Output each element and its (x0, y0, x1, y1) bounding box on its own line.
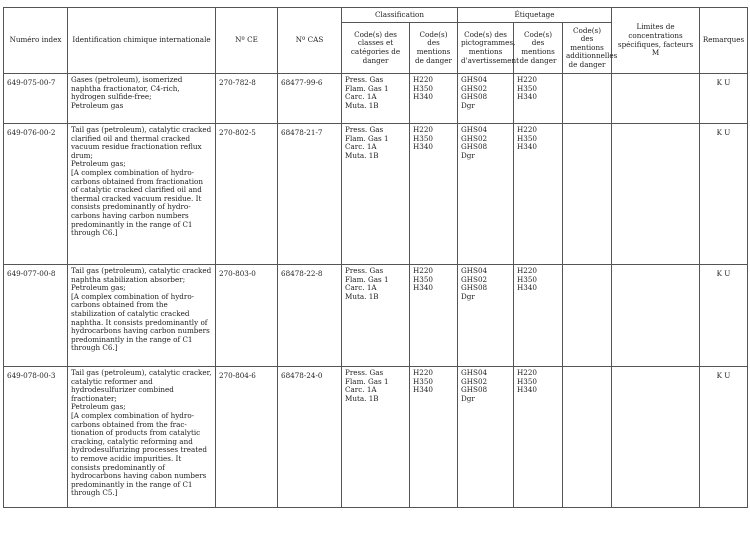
cell-line: Muta. 1B (345, 393, 379, 403)
cell-line: GHS02 (461, 133, 488, 143)
pictogram-cell (458, 124, 514, 265)
cell-line: GHS08 (461, 385, 488, 395)
cell-line: Muta. 1B (345, 100, 379, 110)
cell-line: Tail gas (petroleum), catalytic cracked naphtha stabilization absorber; (71, 266, 212, 284)
hazard-class-cell (342, 367, 410, 508)
pictogram-cell (458, 367, 514, 508)
cell-line: GHS04 (461, 368, 488, 377)
concentration-limits-cell (612, 124, 700, 265)
cell-line: Press. Gas (345, 266, 384, 275)
hazard-statement-labelling-cell (514, 74, 563, 124)
cas-number-cell: 68478-21-7 (278, 124, 342, 265)
cell-line: Muta. 1B (345, 291, 379, 301)
header-labelling: Étiquetage (458, 8, 612, 23)
cell-line: H350 (413, 376, 433, 386)
header-cas-no: Nº CAS (278, 8, 342, 74)
cell-line: H220 (413, 368, 433, 377)
cell-line: H350 (517, 133, 538, 143)
table-row (4, 74, 748, 124)
hazard-statement-classification-cell (410, 74, 458, 124)
cell-line: GHS02 (461, 274, 488, 284)
cas-number-cell: 68478-22-8 (278, 265, 342, 367)
cell-line: Petroleum gas; (71, 159, 126, 169)
pictogram-cell (458, 74, 514, 124)
cell-line: H340 (413, 283, 433, 293)
cell-line: H350 (517, 376, 538, 386)
hazard-statement-classification-cell (410, 124, 458, 265)
index-number-cell: 649-075-00-7 (4, 74, 68, 124)
cell-line: Flam. Gas 1 (345, 376, 389, 386)
cell-line: GHS04 (461, 75, 488, 84)
cell-line: H220 (517, 125, 538, 134)
hazard-statement-labelling-cell (514, 124, 563, 265)
index-number-cell: 649-077-00-8 (4, 265, 68, 367)
header-hazard-class: Code(s) des classes et catégories de danger (342, 23, 410, 74)
ec-number-cell: 270-782-8 (216, 74, 278, 124)
cell-line: Petroleum gas (71, 100, 124, 110)
table-row (4, 124, 748, 265)
cell-line: GHS08 (461, 142, 488, 152)
supplemental-hazard-cell (563, 124, 612, 265)
chemical-identification-cell (68, 265, 216, 367)
chemical-identification-cell (68, 74, 216, 124)
notes-cell: K U (700, 367, 748, 508)
header-pictogram: Code(s) des pictogrammes, mentions d'avertissement (458, 23, 514, 74)
cell-line: Tail gas (petroleum), catalytic cracked clarified oil and thermal cracked vacuum residue fractionation reflux drum; (71, 125, 212, 160)
hazard-class-cell (342, 124, 410, 265)
cell-line: H350 (517, 83, 538, 93)
hazard-statement-labelling-cell (514, 265, 563, 367)
index-number-cell: 649-076-00-2 (4, 124, 68, 265)
cell-line: H220 (517, 368, 538, 377)
cell-line: Dgr (461, 393, 475, 403)
hazard-classification-table (3, 7, 748, 508)
header-supplemental-hazard: Code(s) des mentions additionnelles de danger (563, 23, 612, 74)
header-notes: Remarques (700, 8, 748, 74)
table-row (4, 367, 748, 508)
notes-cell: K U (700, 74, 748, 124)
cell-line: Carc. 1A (345, 385, 377, 395)
supplemental-hazard-cell (563, 74, 612, 124)
cell-line: Press. Gas (345, 125, 384, 134)
supplemental-hazard-cell (563, 265, 612, 367)
header-index-no: Numéro index (4, 8, 68, 74)
cell-line: Petroleum gas; (71, 402, 126, 412)
header-chemical-id: Identification chimique internationale (68, 8, 216, 74)
cell-line: GHS08 (461, 283, 488, 293)
cell-line: H340 (413, 142, 433, 152)
pictogram-cell (458, 265, 514, 367)
concentration-limits-cell (612, 367, 700, 508)
ec-number-cell: 270-803-0 (216, 265, 278, 367)
table-row (4, 265, 748, 367)
cell-line: [A complex combination of hydro-carbons obtained from fractionation of catalytic cracked clarified oil and thermal cracked vacuum residue. It consists predominantly of hydro-carbons having carbon numbers predominantly in the range of C1 through C6.] (71, 167, 203, 238)
cell-line: Dgr (461, 150, 475, 160)
cell-line: [A complex combination of hydro-carbons obtained from the stabilization of catalytic cracked naphtha. It consists predominantly of hydrocarbons having carbon numbers predominantly in the range of C1 through C6.] (71, 291, 210, 353)
cell-line: Press. Gas (345, 368, 384, 377)
supplemental-hazard-cell (563, 367, 612, 508)
header-ec-no: Nº CE (216, 8, 278, 74)
index-number-cell: 649-078-00-3 (4, 367, 68, 508)
cell-line: Dgr (461, 291, 475, 301)
cell-line: H350 (413, 133, 433, 143)
concentration-limits-cell (612, 74, 700, 124)
concentration-limits-cell (612, 265, 700, 367)
cell-line: Flam. Gas 1 (345, 133, 389, 143)
cell-line: GHS04 (461, 266, 488, 275)
ec-number-cell: 270-804-6 (216, 367, 278, 508)
cell-line: H340 (413, 92, 433, 102)
cell-line: H220 (517, 75, 538, 84)
chemical-identification-cell (68, 367, 216, 508)
cell-line: H220 (413, 266, 433, 275)
cell-line: Press. Gas (345, 75, 384, 84)
header-hazard-statement-classification: Code(s) des mentions de danger (410, 23, 458, 74)
cell-line: Muta. 1B (345, 150, 379, 160)
cell-line: H340 (517, 142, 538, 152)
cell-line: H340 (517, 385, 538, 395)
header-concentration-limits: Limites de concentrations spécifiques, facteurs M (612, 8, 700, 74)
cell-line: H350 (413, 83, 433, 93)
chemical-identification-cell (68, 124, 216, 265)
hazard-statement-labelling-cell (514, 367, 563, 508)
cell-line: GHS08 (461, 92, 488, 102)
notes-cell: K U (700, 124, 748, 265)
cell-line: Gases (petroleum), isomerized naphtha fractionator, C4-rich, hydrogen sulfide-free; (71, 75, 183, 102)
cell-line: H220 (413, 125, 433, 134)
cell-line: H340 (517, 92, 538, 102)
cell-line: Carc. 1A (345, 283, 377, 293)
cell-line: H350 (413, 274, 433, 284)
header-classification: Classification (342, 8, 458, 23)
cell-line: Tail gas (petroleum), catalytic cracker, catalytic reformer and hydrodesulfurizer combined fractionater; (71, 368, 212, 403)
cell-line: H340 (517, 283, 538, 293)
header-hazard-statement-labelling: Code(s) des mentions de danger (514, 23, 563, 74)
cell-line: Flam. Gas 1 (345, 274, 389, 284)
cell-line: Petroleum gas; (71, 283, 126, 293)
cas-number-cell: 68478-24-0 (278, 367, 342, 508)
hazard-class-cell (342, 74, 410, 124)
cas-number-cell: 68477-99-6 (278, 74, 342, 124)
cell-line: H350 (517, 274, 538, 284)
cell-line: H220 (413, 75, 433, 84)
cell-line: Carc. 1A (345, 142, 377, 152)
cell-line: H340 (413, 385, 433, 395)
cell-line: [A complex combination of hydro-carbons obtained from the frac-tionation of products from catalytic cracking, catalytic reforming and hydrodesulfurizing processes treated to remove acidic impurities. It consists predominantly of hydrocarbons having cabon numbers predominantly in the range of C1 through C5.] (71, 410, 208, 498)
hazard-class-cell (342, 265, 410, 367)
cell-line: H220 (517, 266, 538, 275)
hazard-statement-classification-cell (410, 367, 458, 508)
ec-number-cell: 270-802-5 (216, 124, 278, 265)
notes-cell: K U (700, 265, 748, 367)
cell-line: Carc. 1A (345, 92, 377, 102)
cell-line: GHS02 (461, 376, 488, 386)
cell-line: Flam. Gas 1 (345, 83, 389, 93)
hazard-statement-classification-cell (410, 265, 458, 367)
cell-line: GHS04 (461, 125, 488, 134)
cell-line: Dgr (461, 100, 475, 110)
cell-line: GHS02 (461, 83, 488, 93)
